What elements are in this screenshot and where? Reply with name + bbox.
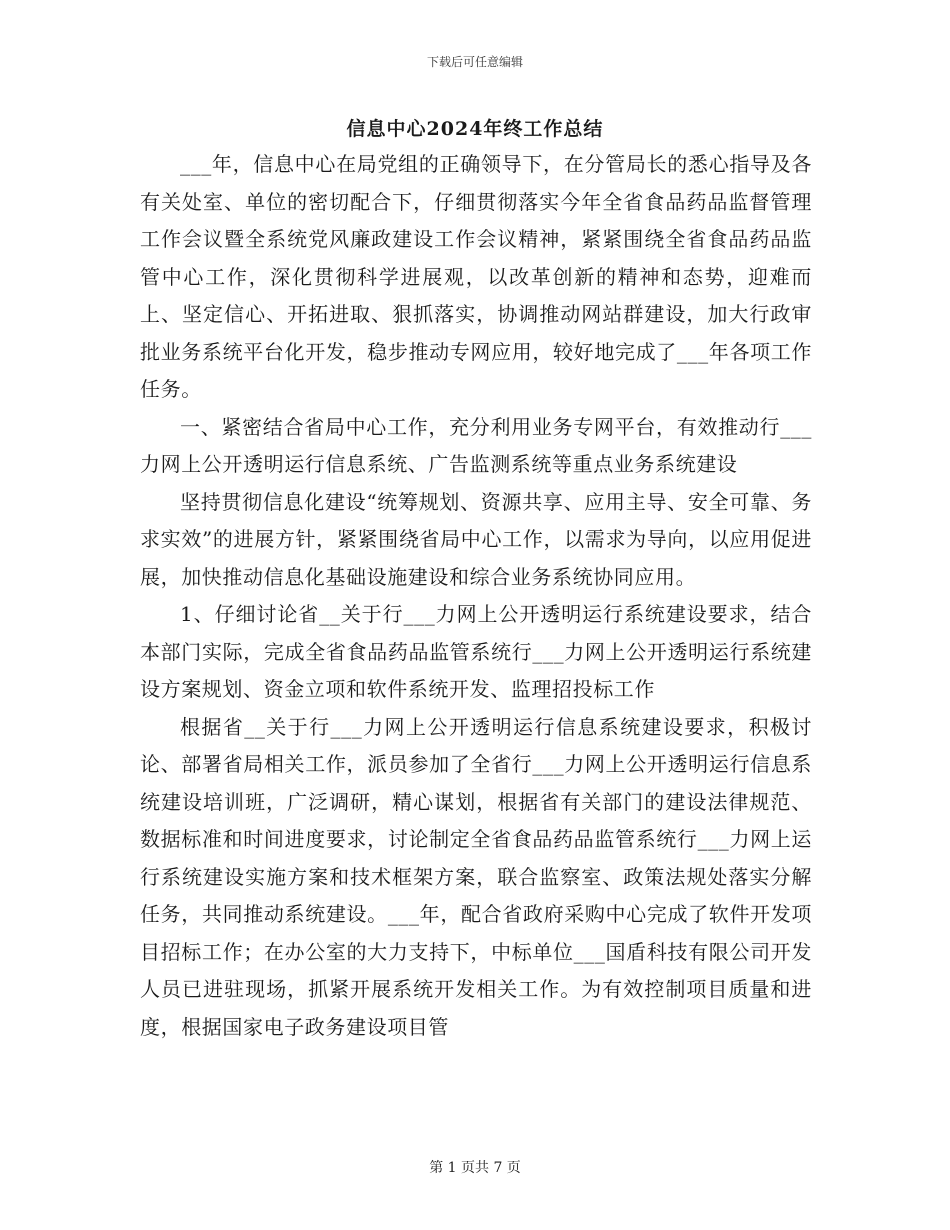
paragraph-item-1-heading: 1、仔细讨论省__关于行___力网上公开透明运行系统建设要求，结合本部门实际，完成全省食品药品监管系统行___力网上公开透明运行系统建设方案规划、资金立项和软件系统开发、监理招投标工作: [140, 602, 812, 701]
paragraph-section-heading: 一、紧密结合省局中心工作，充分利用业务专网平台，有效推动行___力网上公开透明运行信息系统、广告监测系统等重点业务系统建设: [140, 414, 812, 476]
paragraph-item-1-body: 根据省__关于行___力网上公开透明运行信息系统建设要求，积极讨论、部署省局相关工作，派员参加了全省行___力网上公开透明运行信息系统建设培训班，广泛调研，精心谋划，根据省有关部门的建设法律规范、数据标准和时间进度要求，讨论制定全省食品药品监管系统行___力网上运行系统建设实施方案和技术框架方案，联合监察室、政策法规处落实分解任务，共同推动系统建设。___年，配合省政府采购中心完成了软件开发项目招标工作；在办公室的大力支持下，中标单位___国盾科技有限公司开发人员已进驻现场，抓紧开展系统开发相关工作。为有效控制项目质量和进度，根据国家电子政务建设项目管: [140, 714, 812, 1039]
document-title: 信息中心2024年终工作总结: [346, 118, 604, 140]
document-body: [140, 146, 812, 1046]
header-note: 下载后可任意编辑: [426, 55, 523, 69]
paragraph-policy: 坚持贯彻信息化建设“统筹规划、资源共享、应用主导、安全可靠、务求实效”的进展方针，紧紧围绕省局中心工作，以需求为导向，以应用促进展，加快推动信息化基础设施建设和综合业务系统协同应用。: [140, 489, 812, 589]
paragraph-intro: ___年，信息中心在局党组的正确领导下，在分管局长的悉心指导及各有关处室、单位的密切配合下，仔细贯彻落实今年全省食品药品监督管理工作会议暨全系统党风廉政建设工作会议精神，紧紧围绕全省食品药品监管中心工作，深化贯彻科学进展观，以改革创新的精神和态势，迎难而上、坚定信心、开拓进取、狠抓落实，协调推动网站群建设，加大行政审批业务系统平台化开发，稳步推动专网应用，较好地完成了___年各项工作任务。: [140, 152, 812, 401]
page-footer: 第 1 页共 7 页: [429, 1160, 521, 1176]
